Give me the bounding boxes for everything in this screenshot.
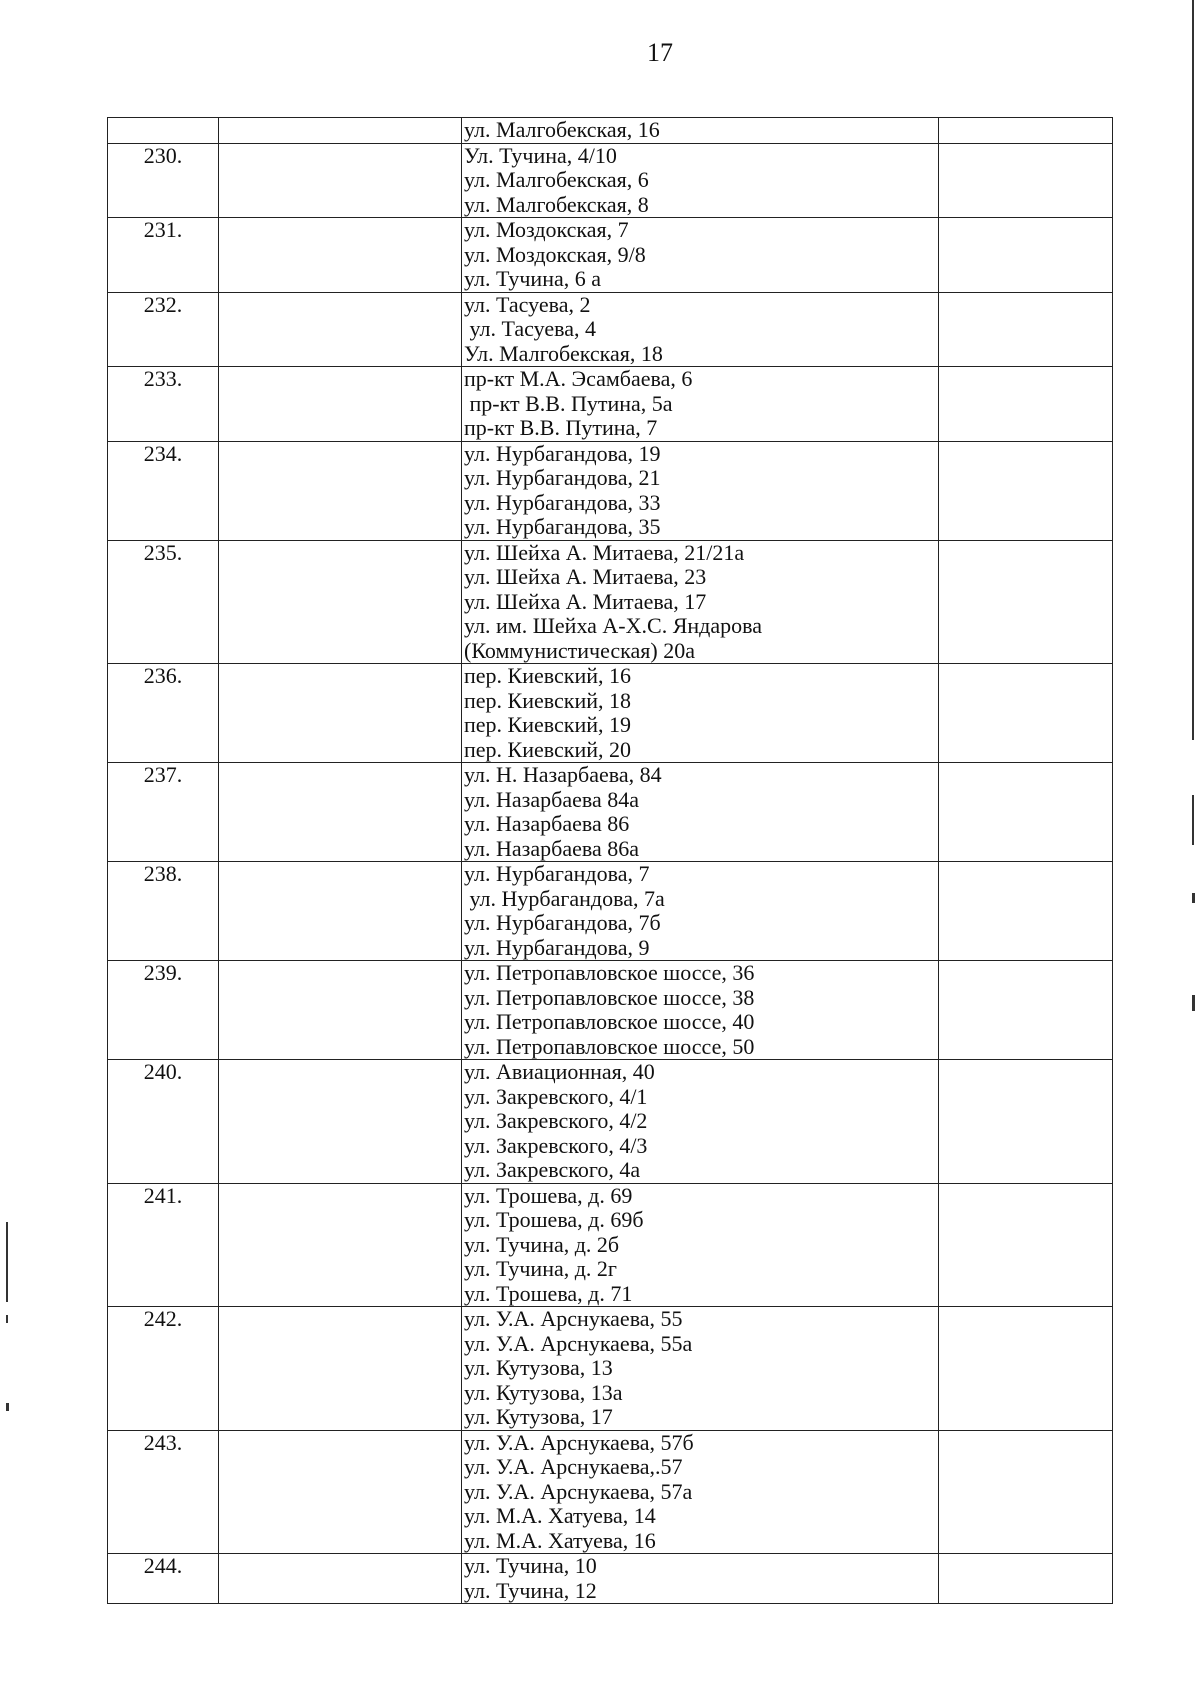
address-line: ул. Тучина, д. 2г	[464, 1256, 617, 1281]
address-line: ул. М.А. Хатуева, 16	[464, 1527, 656, 1553]
page-number: 17	[647, 38, 673, 67]
scan-edge-mark	[1192, 893, 1195, 903]
table-row	[108, 1183, 1113, 1307]
address-cell	[462, 1060, 939, 1184]
address-line: Ул. Малгобекская, 18	[464, 340, 663, 366]
address-line: ул. Тучина, д. 2б	[464, 1231, 620, 1257]
address-line: ул. М.А. Хатуева, 14	[464, 1503, 656, 1528]
address-line: ул. У.А. Арснукаева, 57а	[464, 1478, 693, 1504]
empty-cell	[939, 763, 1113, 862]
address-cell	[462, 763, 939, 862]
scan-edge-mark	[1192, 995, 1195, 1011]
address-line: ул. Нурбагандова, 9	[464, 934, 650, 960]
table-row	[108, 540, 1113, 664]
address-cell	[462, 1307, 939, 1431]
address-line: ул. Тасуева, 4	[464, 316, 596, 341]
address-line: ул. Нурбагандова, 19	[464, 441, 661, 466]
address-line: ул. Трошева, д. 71	[464, 1280, 633, 1306]
empty-cell	[939, 664, 1113, 763]
table-row	[108, 961, 1113, 1060]
address-line: ул. Закревского, 4/2	[464, 1108, 648, 1133]
address-line: ул. Нурбагандова, 33	[464, 489, 661, 515]
row-number: 238.	[108, 862, 219, 961]
empty-cell	[939, 441, 1113, 540]
address-line: ул. Шейха А. Митаева, 21/21а	[464, 540, 745, 565]
table-row	[108, 664, 1113, 763]
address-cell	[462, 118, 939, 144]
empty-cell	[219, 118, 462, 144]
empty-cell	[219, 862, 462, 961]
address-line: ул. им. Шейха А-Х.С. Яндарова	[464, 613, 762, 638]
address-line: ул. Закревского, 4/3	[464, 1132, 648, 1158]
table-row	[108, 218, 1113, 293]
scan-edge-mark	[6, 1315, 8, 1323]
address-line: ул. Тучина, 12	[464, 1577, 597, 1603]
table-row	[108, 118, 1113, 144]
address-line: ул. Нурбагандова, 7а	[464, 885, 665, 911]
address-line: пр-кт М.А. Эсамбаева, 6	[464, 366, 693, 391]
address-line: ул. Кутузова, 13	[464, 1355, 613, 1380]
address-line: пер. Киевский, 16	[464, 663, 632, 688]
address-line: ул. Трошева, д. 69	[464, 1183, 633, 1208]
address-cell	[462, 961, 939, 1060]
empty-cell	[219, 540, 462, 664]
row-number: 237.	[108, 763, 219, 862]
row-number: 244.	[108, 1554, 219, 1604]
address-line: ул. Шейха А. Митаева, 23	[464, 564, 707, 589]
address-line: ул. Малгобекская, 16	[464, 117, 660, 142]
empty-cell	[939, 1307, 1113, 1431]
table-row	[108, 441, 1113, 540]
address-cell	[462, 664, 939, 763]
empty-cell	[939, 1554, 1113, 1604]
address-line: ул. Авиационная, 40	[464, 1059, 655, 1084]
empty-cell	[939, 540, 1113, 664]
table-row	[108, 1430, 1113, 1554]
empty-cell	[219, 1307, 462, 1431]
empty-cell	[939, 218, 1113, 293]
row-number: 239.	[108, 961, 219, 1060]
address-cell	[462, 292, 939, 367]
address-line: ул. Петропавловское шоссе, 50	[464, 1033, 755, 1059]
address-line: ул. Назарбаева 86а	[464, 835, 639, 861]
address-line: ул. Кутузова, 17	[464, 1404, 613, 1429]
address-line: ул. Тучина, 6 а	[464, 266, 601, 291]
address-line: пер. Киевский, 20	[464, 736, 632, 762]
table-row	[108, 862, 1113, 961]
empty-cell	[939, 1060, 1113, 1184]
table-row	[108, 1060, 1113, 1184]
row-number: 243.	[108, 1430, 219, 1554]
address-line: ул. Назарбаева 84а	[464, 786, 639, 812]
row-number: 236.	[108, 664, 219, 763]
address-line: ул. Моздокская, 9/8	[464, 241, 646, 267]
scan-edge-mark	[6, 1403, 9, 1411]
row-number: 234.	[108, 441, 219, 540]
empty-cell	[939, 143, 1113, 218]
empty-cell	[219, 1554, 462, 1604]
row-number	[108, 118, 219, 144]
empty-cell	[939, 862, 1113, 961]
scan-edge-mark	[6, 1222, 8, 1302]
address-line: ул. Моздокская, 7	[464, 217, 629, 242]
row-number: 231.	[108, 218, 219, 293]
address-line: ул. Закревского, 4а	[464, 1157, 641, 1182]
empty-cell	[219, 763, 462, 862]
address-line: ул. Закревского, 4/1	[464, 1083, 648, 1109]
empty-cell	[939, 292, 1113, 367]
address-cell	[462, 540, 939, 664]
address-line: пр-кт В.В. Путина, 5а	[464, 390, 673, 416]
empty-cell	[939, 367, 1113, 442]
table-row	[108, 292, 1113, 367]
empty-cell	[219, 1430, 462, 1554]
empty-cell	[219, 143, 462, 218]
empty-cell	[219, 292, 462, 367]
row-number: 235.	[108, 540, 219, 664]
empty-cell	[219, 1060, 462, 1184]
address-line: ул. Петропавловское шоссе, 40	[464, 1009, 755, 1034]
row-number: 240.	[108, 1060, 219, 1184]
address-line: Ул. Тучина, 4/10	[464, 143, 617, 168]
empty-cell	[939, 961, 1113, 1060]
table-row	[108, 367, 1113, 442]
empty-cell	[219, 961, 462, 1060]
address-line: ул. Малгобекская, 6	[464, 167, 649, 192]
address-line: ул. Тучина, 10	[464, 1553, 597, 1578]
empty-cell	[219, 367, 462, 442]
address-table	[107, 117, 1113, 1604]
address-line: ул. Тасуева, 2	[464, 292, 591, 317]
row-number: 233.	[108, 367, 219, 442]
empty-cell	[219, 664, 462, 763]
address-line: пер. Киевский, 18	[464, 687, 632, 713]
row-number: 230.	[108, 143, 219, 218]
empty-cell	[219, 218, 462, 293]
address-line: ул. У.А. Арснукаева,.57	[464, 1454, 683, 1479]
table-row	[108, 763, 1113, 862]
table-row	[108, 143, 1113, 218]
address-line: пер. Киевский, 19	[464, 712, 632, 737]
address-line: (Коммунистическая) 20а	[464, 637, 695, 663]
address-line: ул. У.А. Арснукаева, 55а	[464, 1330, 693, 1356]
address-line: ул. У.А. Арснукаева, 55	[464, 1306, 683, 1331]
address-line: ул. Трошева, д. 69б	[464, 1207, 644, 1232]
address-cell	[462, 862, 939, 961]
address-cell	[462, 1554, 939, 1604]
scan-edge-mark	[1192, 795, 1194, 845]
address-line: пр-кт В.В. Путина, 7	[464, 415, 658, 440]
address-cell	[462, 1183, 939, 1307]
row-number: 242.	[108, 1307, 219, 1431]
address-line: ул. Нурбагандова, 7	[464, 861, 650, 886]
address-line: ул. Петропавловское шоссе, 38	[464, 984, 755, 1010]
address-cell	[462, 218, 939, 293]
address-cell	[462, 441, 939, 540]
row-number: 232.	[108, 292, 219, 367]
empty-cell	[219, 1183, 462, 1307]
address-line: ул. У.А. Арснукаева, 57б	[464, 1430, 694, 1455]
row-number: 241.	[108, 1183, 219, 1307]
empty-cell	[939, 1183, 1113, 1307]
table-row	[108, 1554, 1113, 1604]
address-line: ул. Малгобекская, 8	[464, 191, 649, 217]
address-line: ул. Нурбагандова, 21	[464, 465, 661, 490]
address-line: ул. Н. Назарбаева, 84	[464, 762, 662, 787]
address-cell	[462, 367, 939, 442]
address-line: ул. Кутузова, 13а	[464, 1379, 623, 1405]
empty-cell	[219, 441, 462, 540]
address-line: ул. Нурбагандова, 35	[464, 514, 661, 539]
address-cell	[462, 1430, 939, 1554]
table-row	[108, 1307, 1113, 1431]
address-line: ул. Нурбагандова, 7б	[464, 910, 661, 935]
address-line: ул. Назарбаева 86	[464, 811, 630, 836]
address-table-body	[108, 118, 1113, 1604]
empty-cell	[939, 118, 1113, 144]
scan-edge-line	[1192, 0, 1194, 740]
empty-cell	[939, 1430, 1113, 1554]
address-cell	[462, 143, 939, 218]
address-line: ул. Шейха А. Митаева, 17	[464, 588, 707, 614]
address-line: ул. Петропавловское шоссе, 36	[464, 960, 755, 985]
